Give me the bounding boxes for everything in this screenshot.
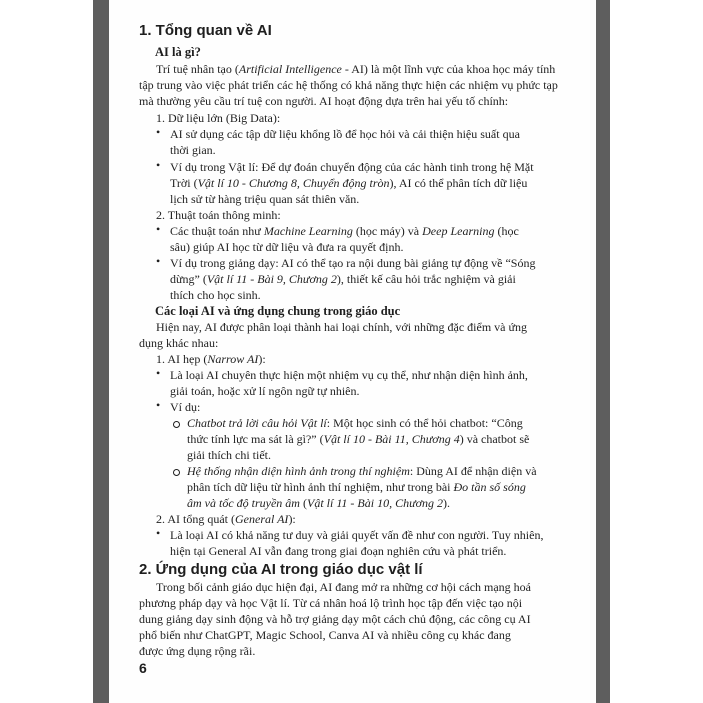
big-data-bullet-2-line-3: lịch sử từ hàng triệu quan sát thiên văn. <box>170 192 360 206</box>
section-2-para-line-3: dung giảng dạy sinh động và hỗ trợ giảng dạy một cách chủ động, các công cụ AI <box>139 612 531 626</box>
intro-line-3: mà thường yêu cầu trí tuệ con người. AI hoạt động dựa trên hai yếu tố chính: <box>139 94 509 108</box>
narrow-ai-title: 1. AI hẹp (Narrow AI): <box>156 352 266 366</box>
algo-bullet-2-line-2: dừng” (Vật lí 11 - Bài 9, Chương 2), thiết kế câu hỏi trắc nghiệm và giải <box>170 272 516 286</box>
example-image-recognition-line-1: Hệ thống nhận diện hình ảnh trong thí nghiệm: Dùng AI để nhận diện và <box>187 464 537 478</box>
algo-bullet-1-line-2: sâu) giúp AI học từ dữ liệu và đưa ra quyết định. <box>170 240 404 254</box>
circle-bullet-icon <box>173 421 180 428</box>
outer-margin-right <box>610 0 703 703</box>
types-intro-line-1: Hiện nay, AI được phân loại thành hai loại chính, với những đặc điểm và ứng <box>156 320 528 334</box>
section-2-para-line-2: phương pháp dạy và học Vật lí. Từ cá nhân hoá lộ trình học tập đến việc tạo nội <box>139 596 523 610</box>
bullet-icon: • <box>156 398 161 412</box>
algo-bullet-1-line-1: Các thuật toán như Machine Learning (học máy) và Deep Learning (học <box>170 224 519 238</box>
narrow-bullet-1-line-2: giải toán, hoặc xử lí ngôn ngữ tự nhiên. <box>170 384 360 398</box>
narrow-bullet-2: Ví dụ: <box>170 400 201 414</box>
page-border-left <box>93 0 109 703</box>
big-data-bullet-2-line-2: Trời (Vật lí 10 - Chương 8, Chuyển động tròn), AI có thể phân tích dữ liệu <box>170 176 528 190</box>
section-2-para-line-5: được ứng dụng rộng rãi. <box>139 644 256 658</box>
big-data-bullet-1-line-2: thời gian. <box>170 143 216 157</box>
example-chatbot-line-2: thức tính lực ma sát là gì?” (Vật lí 10 - Bài 11, Chương 4) và chatbot sẽ <box>187 432 530 446</box>
example-chatbot-line-1: Chatbot trả lời câu hỏi Vật lí: Một học sinh có thể hỏi chatbot: “Công <box>187 416 523 430</box>
bullet-icon: • <box>156 158 161 172</box>
big-data-bullet-2-line-1: Ví dụ trong Vật lí: Để dự đoán chuyển động của các hành tinh trong hệ Mặt <box>170 160 534 174</box>
general-bullet-line-2: hiện tại General AI vẫn đang trong giai đoạn nghiên cứu và phát triển. <box>170 544 507 558</box>
bullet-icon: • <box>156 526 161 540</box>
example-image-recognition-line-2: phân tích dữ liệu từ hình ảnh thí nghiệm, như trong bài Đo tần số sóng <box>187 480 526 494</box>
page-border-right <box>596 0 610 703</box>
page-number: 6 <box>139 660 147 676</box>
section-1-title: 1. Tổng quan về AI <box>139 22 272 39</box>
algo-bullet-2-line-3: thích cho học sinh. <box>170 288 261 302</box>
general-bullet-line-1: Là loại AI có khả năng tư duy và giải quyết vấn đề như con người. Tuy nhiên, <box>170 528 544 542</box>
item-algorithms-title: 2. Thuật toán thông minh: <box>156 208 281 222</box>
example-image-recognition-line-3: âm và tốc độ truyền âm (Vật lí 11 - Bài 10, Chương 2). <box>187 496 451 510</box>
circle-bullet-icon <box>173 469 180 476</box>
example-chatbot-line-3: giải thích chi tiết. <box>187 448 271 462</box>
section-2-title: 2. Ứng dụng của AI trong giáo dục vật lí <box>139 561 423 578</box>
algo-bullet-2-line-1: Ví dụ trong giảng dạy: AI có thể tạo ra nội dung bài giảng tự động về “Sóng <box>170 256 536 270</box>
bullet-icon: • <box>156 366 161 380</box>
big-data-bullet-1-line-1: AI sử dụng các tập dữ liệu khổng lồ để học hỏi và cải thiện hiệu suất qua <box>170 127 520 141</box>
bullet-icon: • <box>156 222 161 236</box>
subheading-ai-types: Các loại AI và ứng dụng chung trong giáo dục <box>155 304 401 318</box>
subheading-what-is-ai: AI là gì? <box>155 45 201 59</box>
general-ai-title: 2. AI tổng quát (General AI): <box>156 512 296 526</box>
types-intro-line-2: dụng khác nhau: <box>139 336 219 350</box>
bullet-icon: • <box>156 125 161 139</box>
outer-margin-left <box>0 0 93 703</box>
section-2-para-line-4: phổ biến như ChatGPT, Magic School, Canva AI và nhiều công cụ khác đang <box>139 628 511 642</box>
bullet-icon: • <box>156 254 161 268</box>
item-big-data-title: 1. Dữ liệu lớn (Big Data): <box>156 111 281 125</box>
section-2-para-line-1: Trong bối cảnh giáo dục hiện đại, AI đang mở ra những cơ hội cách mạng hoá <box>156 580 531 594</box>
intro-line-2: tập trung vào việc phát triển các hệ thống có khả năng thực hiện các nhiệm vụ phức tạp <box>139 78 558 92</box>
intro-line-1: Trí tuệ nhân tạo (Artificial Intelligence - AI) là một lĩnh vực của khoa học máy tính <box>156 62 556 76</box>
narrow-bullet-1-line-1: Là loại AI chuyên thực hiện một nhiệm vụ cụ thể, như nhận diện hình ảnh, <box>170 368 528 382</box>
